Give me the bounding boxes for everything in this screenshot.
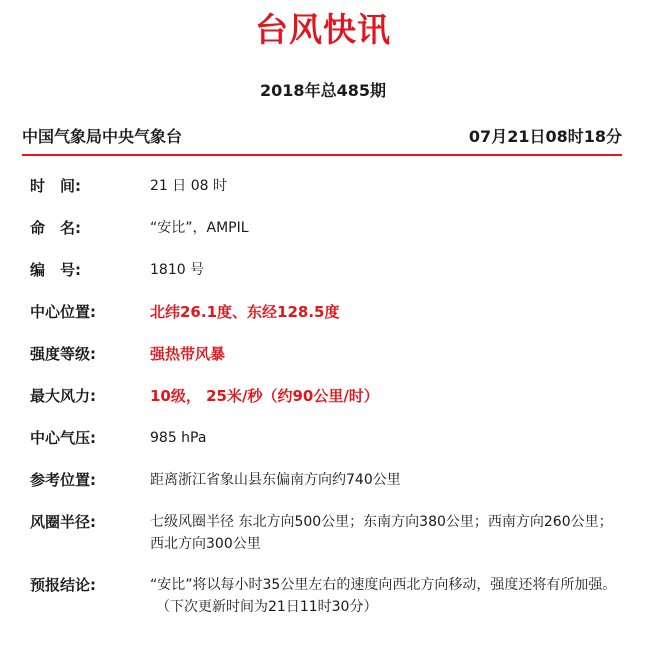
field-label: 时 间: [30, 177, 81, 195]
agency-name: 中国气象局中央气象台 [22, 127, 183, 146]
field-value: 10级， 25米/秒（约90公里/时） [150, 387, 379, 405]
field-value: 七级风圈半径 东北方向500公里；东南方向380公里；西南方向260公里；西北方向300公里 [150, 514, 613, 552]
bulletin-header [22, 124, 622, 150]
field-value: 强热带风暴 [150, 345, 226, 363]
field-value: 1810 号 [150, 262, 205, 278]
issue-number: 2018年总485期 [260, 81, 386, 100]
field-label: 参考位置: [30, 471, 96, 489]
field-value: 距离浙江省象山县东偏南方向约740公里 [150, 472, 401, 488]
field-value [150, 574, 620, 618]
field-value: 985 hPa [150, 430, 207, 446]
field-label: 中心气压: [30, 429, 96, 447]
field-label: 编 号: [30, 261, 81, 279]
field-value: 21 日 08 时 [150, 178, 227, 194]
next-update-note: （下次更新时间为21日11时30分） [156, 599, 378, 615]
forecast-text: “安比”将以每小时35公里左右的速度向西北方向移动，强度还将有所加强。 [150, 577, 617, 593]
field-label: 中心位置: [30, 303, 96, 321]
field-value: “安比”，AMPIL [150, 220, 249, 236]
field-label: 强度等级: [30, 345, 96, 363]
field-label: 预报结论: [30, 576, 96, 594]
issued-time: 07月21日08时18分 [468, 127, 622, 146]
field-value: 北纬26.1度、东经128.5度 [150, 303, 340, 321]
field-label: 最大风力: [30, 387, 96, 405]
header-divider [22, 154, 622, 156]
field-label: 命 名: [30, 219, 81, 237]
field-label: 风圈半径: [30, 513, 96, 531]
bulletin-title: 台风快讯 [255, 10, 391, 49]
